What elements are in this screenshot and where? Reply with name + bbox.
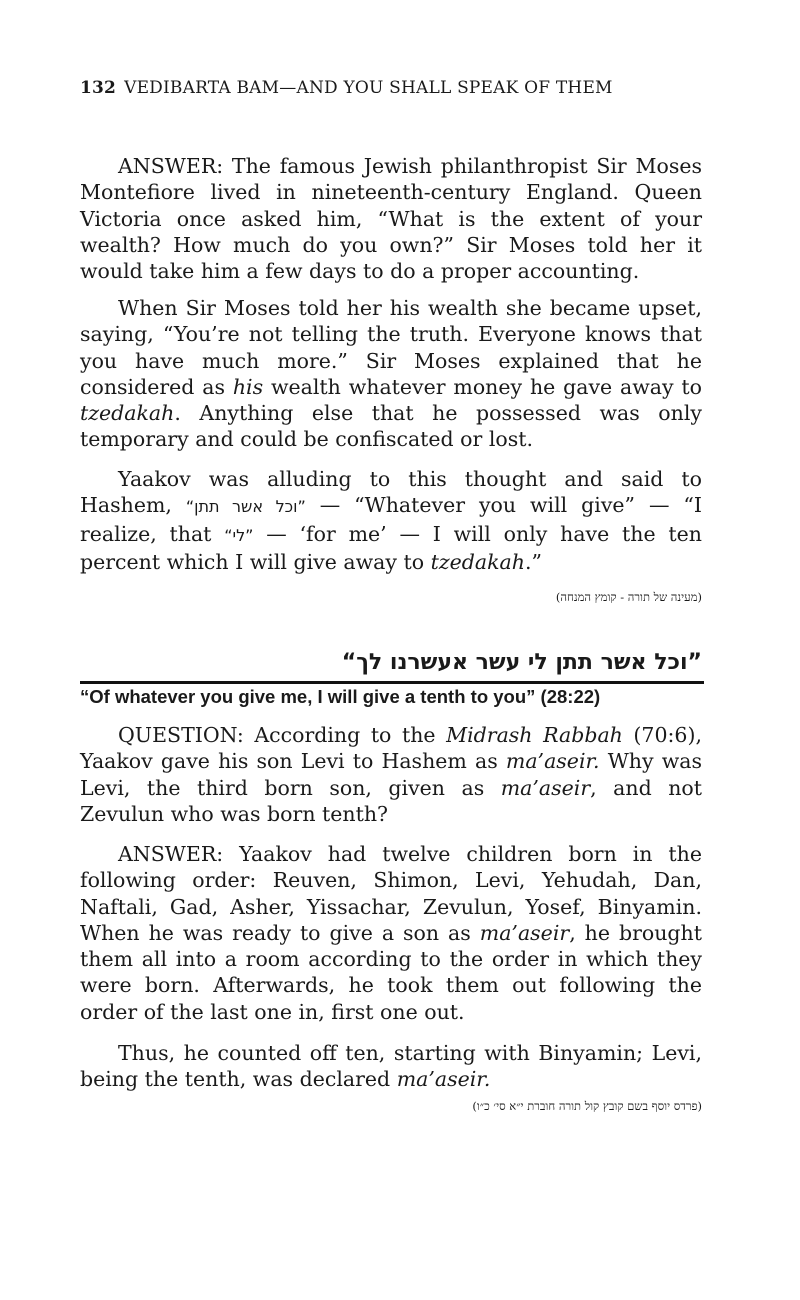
paragraph-wealth-tzedakah: When Sir Moses told her his wealth she became upset, saying, “You’re not telling the truth. Everyone knows that you have much more.” Sir Moses explained that he considered as his wealth whatever money he gave away to tzedakah. Anything else that he possessed was only temporary and could be confiscated or lost. (80, 296, 703, 452)
term-maaseir: ma’aseir. (505, 749, 600, 774)
running-header (80, 78, 613, 98)
term-tzedakah: tzedakah (430, 549, 525, 574)
term-maaseir: ma’aseir. (396, 1067, 491, 1092)
paragraph-question-levi: QUESTION: According to the Midrash Rabbah (70:6), Yaakov gave his son Levi to Hashem as ma’aseir. Why was Levi, the third born son, given as ma’aseir, and not Zevulun who was born tenth? (80, 723, 702, 826)
paragraph-answer-twelve-children: ANSWER: Yaakov had twelve children born in the following order: Reuven, Shimon, Levi, Yehudah, Dan, Naftali, Gad, Asher, Yissachar, Zevulun, Yosef, Binyamin. When he was ready to give a son as ma’aseir, he brought them all into a room according to the order in which they were born. Afterwards, he took them out following the order of the last one in, first one out. (80, 842, 702, 1024)
term-midrash-rabbah: Midrash Rabbah (446, 723, 623, 747)
term-maaseir: ma’aseir (479, 920, 570, 945)
source-citation: (פרדס יוסף בשם קובץ קול תורה חוברת י״א סי׳ כ״ו) (472, 1099, 702, 1113)
emphasis-his: his (232, 374, 264, 399)
term-maaseir: ma’aseir (500, 775, 591, 800)
page-number: 132 (80, 78, 117, 98)
paragraph-yaakov-alluding: Yaakov was alluding to this thought and said to Hashem, ”וכל אשר תתן“ — “Whatever you will give” — “I realize, that ”לי“ — ‘for me’ — I will only have the ten percent which I will give away to tzedakah.” (80, 467, 702, 574)
hebrew-quote-li: ”לי“ (224, 525, 254, 545)
hebrew-verse-heading: ”וכל אשר תתן לי עשר אעשרנו לך“ (341, 650, 702, 675)
english-verse-heading: “Of whatever you give me, I will give a tenth to you” (28:22) (80, 686, 601, 707)
paragraph-counted-off-ten: Thus, he counted off ten, starting with Binyamin; Levi, being the tenth, was declared ma’aseir. (80, 1041, 702, 1092)
heading-divider (80, 681, 704, 684)
term-tzedakah: tzedakah (80, 401, 175, 426)
hebrew-quote-vechol: ”וכל אשר תתן“ (185, 497, 306, 517)
source-citation: (מעינה של תורה - קומץ המנחה) (555, 590, 702, 604)
running-title: VEDIBARTA BAM—AND YOU SHALL SPEAK OF THEM (124, 78, 613, 98)
paragraph-answer-montefiore: ANSWER: The famous Jewish philanthropist Sir Moses Montefiore lived in nineteenth-century England. Queen Victoria once asked him, “What is the extent of your wealth? How much do you own?” Sir Moses told her it would take him a few days to do a proper accounting. (80, 154, 702, 284)
